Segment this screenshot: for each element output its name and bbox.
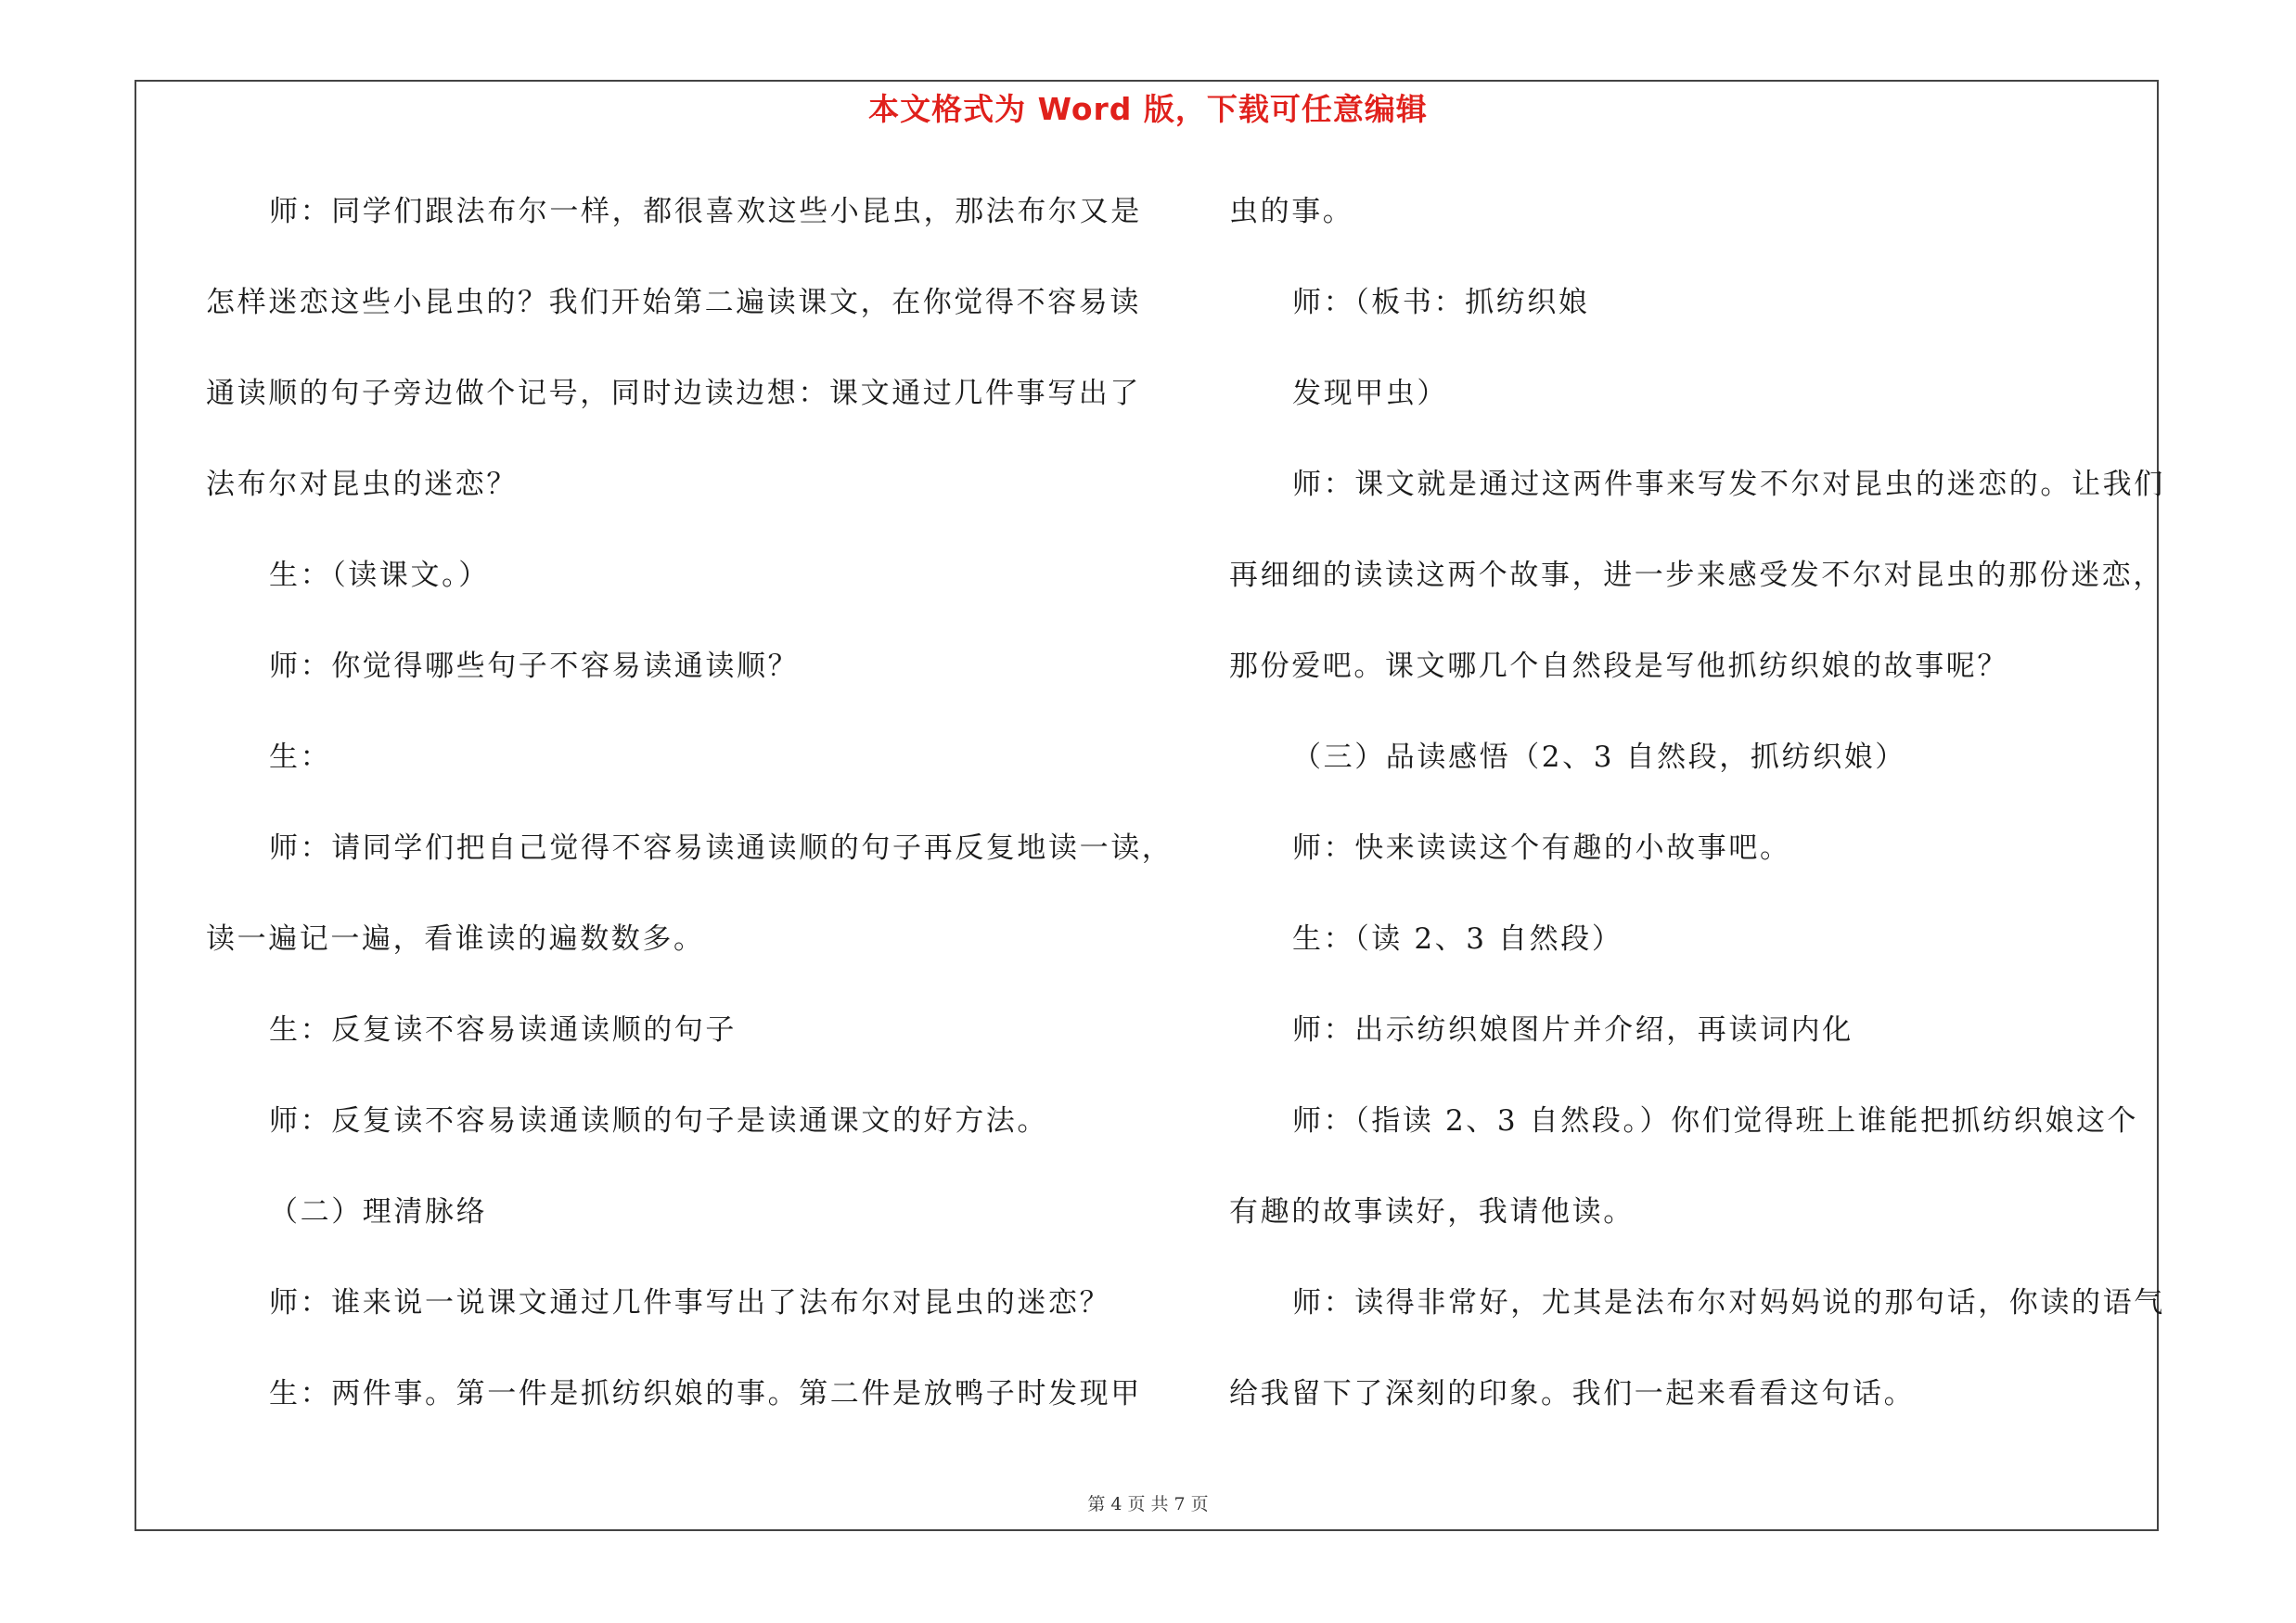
left-line-11: 师：反复读不容易读通读顺的句子是读通课文的好方法。 <box>269 1104 1048 1138</box>
right-line-9: 生：（读 2、3 自然段） <box>1292 922 1623 956</box>
right-line-10: 师：出示纺织娘图片并介绍，再读词内化 <box>1292 1013 1853 1047</box>
left-line-4: 法布尔对昆虫的迷恋？ <box>206 468 518 501</box>
right-line-12: 有趣的故事读好，我请他读。 <box>1229 1195 1635 1229</box>
right-line-14: 给我留下了深刻的印象。我们一起来看看这句话。 <box>1229 1377 1916 1410</box>
right-line-3: 发现甲虫） <box>1292 377 1448 410</box>
left-line-13: 师：谁来说一说课文通过几件事写出了法布尔对昆虫的迷恋？ <box>269 1286 1111 1320</box>
left-line-10: 生：反复读不容易读通读顺的句子 <box>269 1013 737 1047</box>
left-line-7: 生： <box>269 741 332 774</box>
right-line-2: 师：（板书：抓纺织娘 <box>1292 286 1590 319</box>
left-line-5: 生：（读课文。） <box>269 559 490 592</box>
left-line-14: 生：两件事。第一件是抓纺织娘的事。第二件是放鸭子时发现甲 <box>269 1377 1142 1410</box>
right-line-1: 虫的事。 <box>1229 195 1354 228</box>
right-line-11: 师：（指读 2、3 自然段。）你们觉得班上谁能把抓纺织娘这个 <box>1292 1104 2139 1138</box>
left-line-6: 师：你觉得哪些句子不容易读通读顺？ <box>269 650 800 683</box>
right-line-6: 那份爱吧。课文哪几个自然段是写他抓纺织娘的故事呢？ <box>1229 650 2008 683</box>
right-column <box>1229 182 2166 1455</box>
header-title: 本文格式为 Word 版，下载可任意编辑 <box>868 91 1428 127</box>
left-line-8: 师：请同学们把自己觉得不容易读通读顺的句子再反复地读一读， <box>269 831 1174 865</box>
left-line-3: 通读顺的句子旁边做个记号，同时边读边想：课文通过几件事写出了 <box>206 377 1141 410</box>
left-line-12: （二）理清脉络 <box>269 1195 488 1229</box>
right-line-13: 师：读得非常好，尤其是法布尔对妈妈说的那句话，你读的语气 <box>1292 1286 2165 1320</box>
right-line-5: 再细细的读读这两个故事，进一步来感受发不尔对昆虫的那份迷恋， <box>1229 559 2164 592</box>
left-column <box>206 182 1174 1455</box>
right-line-4: 师：课文就是通过这两件事来写发不尔对昆虫的迷恋的。让我们 <box>1292 468 2165 501</box>
right-line-8: 师：快来读读这个有趣的小故事吧。 <box>1292 831 1791 865</box>
left-line-2: 怎样迷恋这些小昆虫的？我们开始第二遍读课文，在你觉得不容易读 <box>206 286 1141 319</box>
left-line-9: 读一遍记一遍，看谁读的遍数数多。 <box>206 922 705 956</box>
page-number-footer: 第 4 页 共 7 页 <box>1087 1494 1209 1514</box>
left-line-1: 师：同学们跟法布尔一样，都很喜欢这些小昆虫，那法布尔又是 <box>269 195 1142 228</box>
right-line-7: （三）品读感悟（2、3 自然段，抓纺织娘） <box>1292 741 1906 774</box>
